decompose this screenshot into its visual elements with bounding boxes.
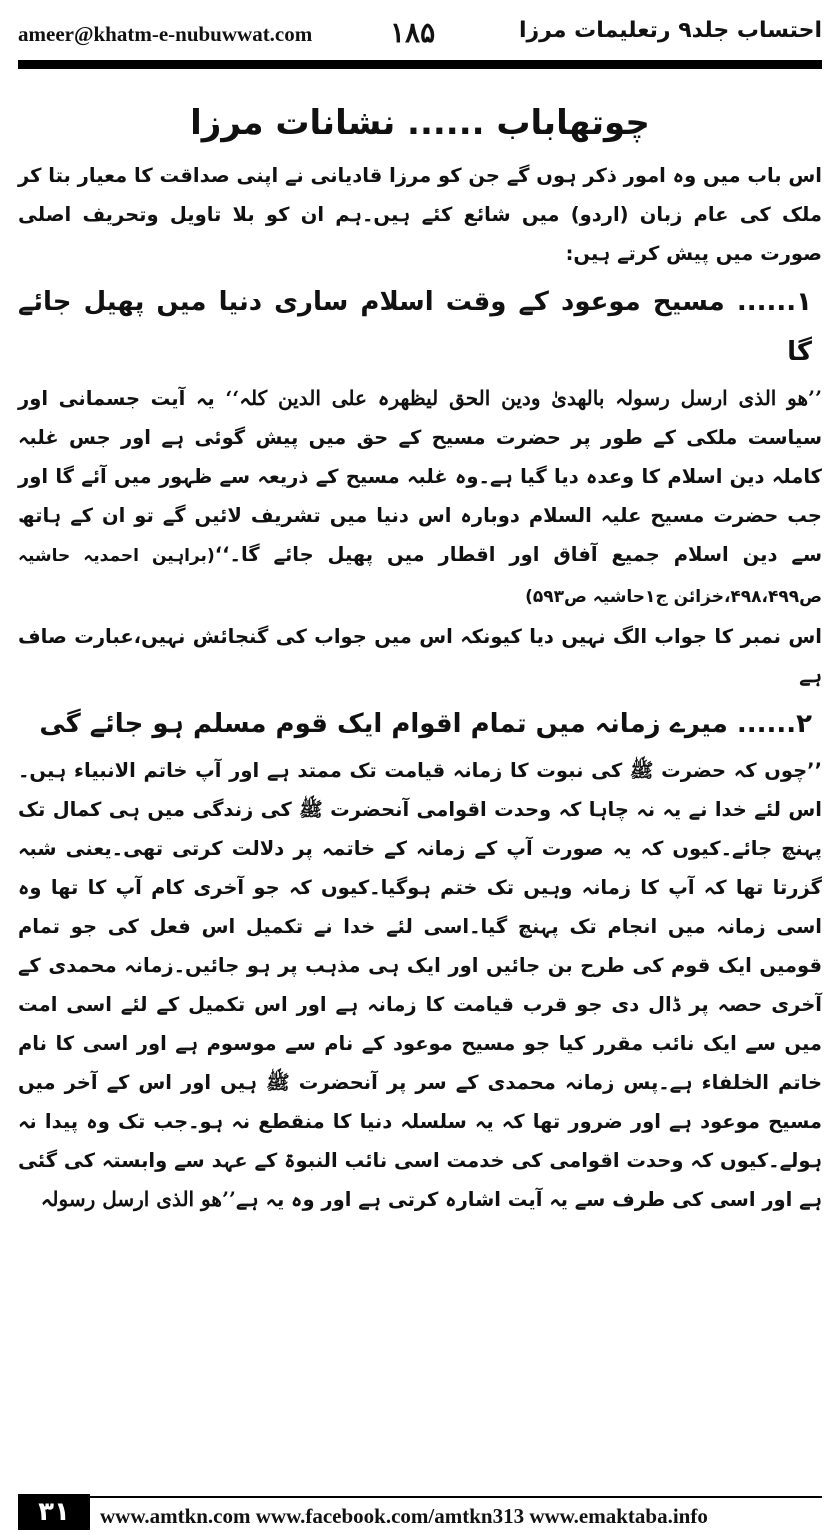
page-header: [18, 14, 822, 58]
chapter-title: چوتھاباب ...... نشانات مرزا: [190, 103, 650, 143]
page-footer: [18, 1494, 822, 1534]
section-1-reference: (براہین احمدیہ حاشیہ ص۴۹۸،۴۹۹،خزائن ج۱حاشیہ ص۵۹۳): [18, 546, 822, 607]
section-1-text: یہ آیت جسمانی اور سیاست ملکی کے طور پر حضرت مسیح کے حق میں پیش گوئی ہے اور جس غلبہ کاملہ دین اسلام کا وعدہ دیا گیا ہے۔وہ غلبہ مسیح کے ذریعہ سے ظہور میں آئے گا اور جب حضرت مسیح علیہ السلام دوبارہ اس دنیا میں تشریف لائیں گے تو ان کے ہاتھ سے دین اسلام جمیع آفاق اور اقطار میں پھیل جائے گا۔‘‘: [18, 387, 823, 566]
section-2-body: [18, 751, 822, 1219]
footer-rule: [18, 1496, 822, 1498]
intro-paragraph: اس باب میں وہ امور ذکر ہوں گے جن کو مرزا قادیانی نے اپنی صداقت کا معیار بتا کر ملک کی عام زبان (اردو) میں شائع کئے ہیں۔ہم ان کو بلا تاویل وتحریف اصلی صورت میں پیش کرتے ہیں:: [18, 164, 822, 265]
header-email: ameer@khatm-e-nubuwwat.com: [18, 22, 313, 46]
section-1-heading: ۱...... مسیح موعود کے وقت اسلام ساری دنیا میں پھیل جائے گا: [18, 287, 812, 367]
header-rule: [18, 60, 822, 69]
header-running-title: احتساب جلد۹ رتعلیمات مرزا: [518, 18, 822, 43]
page-content: [18, 96, 822, 1219]
section-2-heading: ۲...... میرے زمانہ میں تمام اقوام ایک قوم مسلم ہو جائے گی: [39, 709, 812, 739]
section-2-arabic-verse: ’’ھو الذی ارسل رسولہ: [40, 1187, 236, 1211]
section-1-arabic-verse: ’’ھو الذی ارسل رسولہ بالھدیٰ ودین الحق لیظھرہ علی الدین کلہ‘‘: [225, 386, 822, 410]
footer-page-box: ۳۱: [18, 1494, 90, 1530]
footer-links: www.amtkn.com www.facebook.com/amtkn313 www.emaktaba.info: [100, 1504, 708, 1528]
section-2-text: ’’چوں کہ حضرت ﷺ کی نبوت کا زمانہ قیامت تک ممتد ہے اور آپ خاتم الانبیاء ہیں۔اس لئے خدا نے یہ نہ چاہا کہ وحدت اقوامی آنحضرت ﷺ کی زندگی میں ہی کمال تک پہنچ جائے۔کیوں کہ یہ صورت آپ کے زمانہ کے خاتمہ پر دلالت کرتی تھی۔یعنی شبہ گزرتا تھا کہ آپ کا زمانہ وہیں تک ختم ہوگیا۔کیوں کہ جو آخری کام آپ کا تھا وہ اسی زمانہ میں انجام تک پہنچ گیا۔اسی لئے خدا نے تکمیل اس فعل کی جو تمام قومیں ایک قوم کی طرح بن جائیں اور ایک ہی مذہب پر ہو جائیں۔زمانہ محمدی کے آخری حصہ پر ڈال دی جو قرب قیامت کا زمانہ ہے اور اس تکمیل کے لئے اسی امت میں سے ایک نائب مقرر کیا جو مسیح موعود کے نام سے موسوم ہے اور اسی کا نام خاتم الخلفاء ہے۔پس زمانہ محمدی کے سر پر آنحضرت ﷺ ہیں اور اس کے آخر میں مسیح موعود ہے اور ضرور تھا کہ یہ سلسلہ دنیا کا منقطع نہ ہو۔جب تک وہ پیدا نہ ہولے۔کیوں کہ وحدت اقوامی کی خدمت اسی نائب النبوۃ کے عہد سے وابستہ کی گئی ہے اور اسی کی طرف سے یہ آیت اشارہ کرتی ہے اور وہ یہ ہے: [18, 759, 822, 1211]
section-1-body: [18, 379, 822, 617]
header-page-number: ۱۸۵: [390, 16, 436, 49]
section-1-note: اس نمبر کا جواب الگ نہیں دیا کیونکہ اس میں جواب کی گنجائش نہیں،عبارت صاف ہے: [18, 625, 822, 687]
